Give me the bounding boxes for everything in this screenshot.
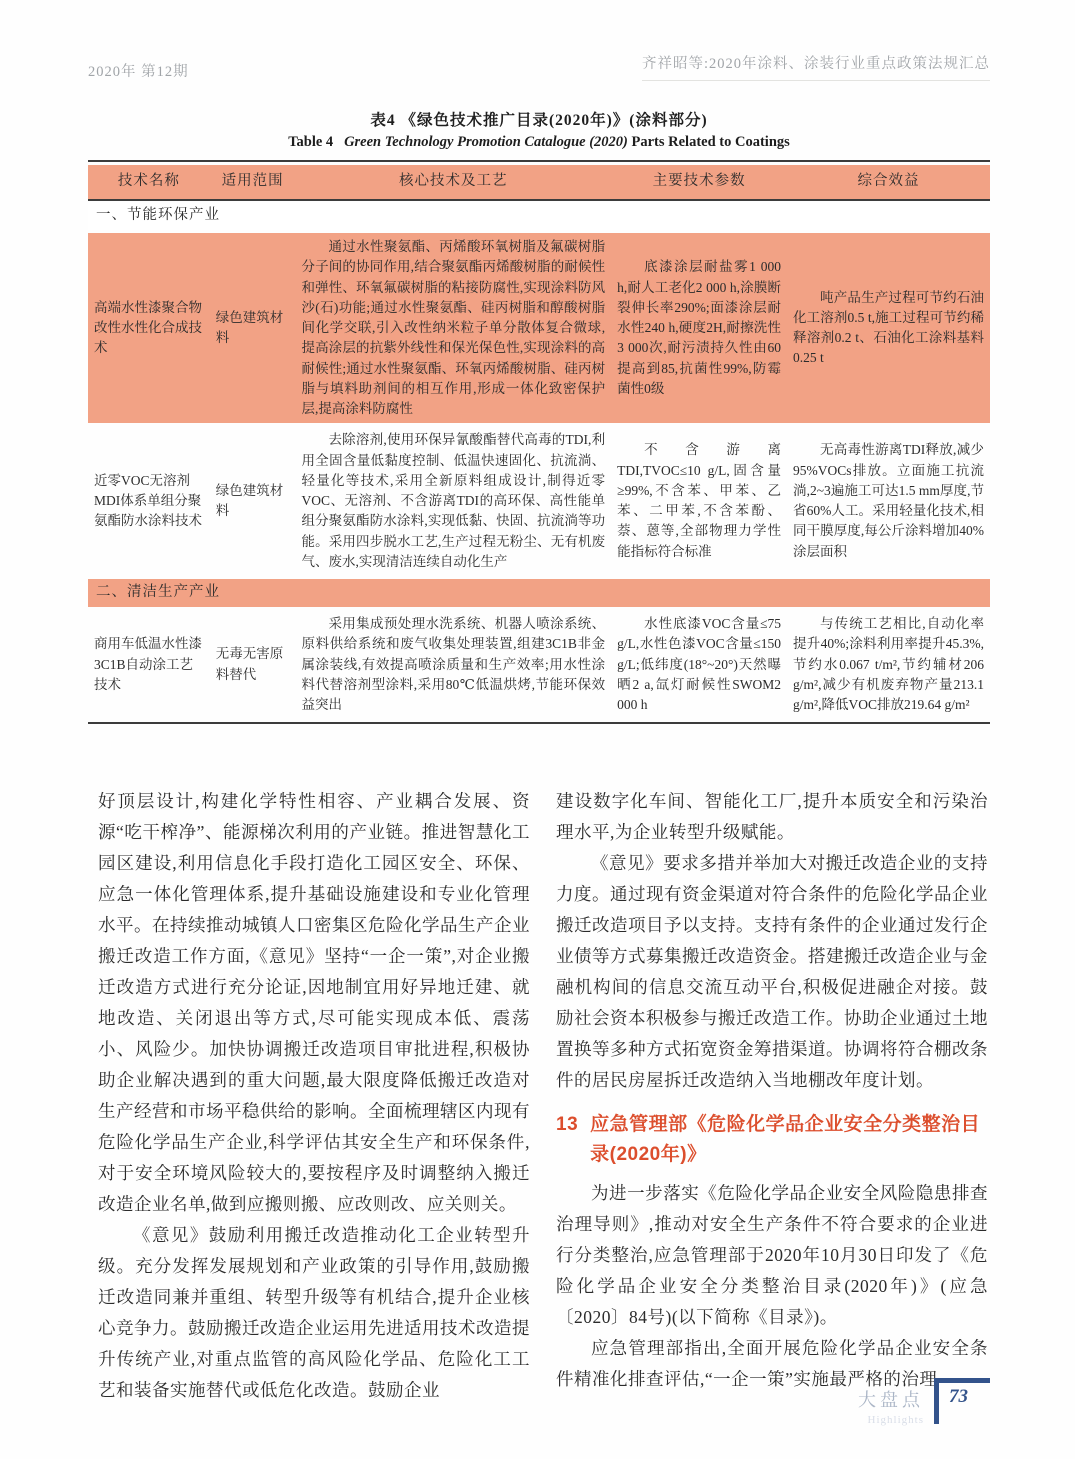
table-title-en-suffix: Parts Related to Coatings: [631, 134, 790, 150]
paragraph: 建设数字化车间、智能化工厂,提升本质安全和污染治理水平,为企业转型升级赋能。: [556, 791, 988, 842]
cell-core-tech: 去除溶剂,使用环保异氰酸酯替代高毒的TDI,利用全固含量低黏度控制、低温快速固化、抗流淌、轻量化等技术,采用全新原料组成设计,制得近零VOC、无溶剂、不含游离TDI的高环保、高性能单组分聚氨酯防水涂料,实现低黏、快固、抗流淌等功能。采用四步脱水工艺,生产过程无粉尘、无有机废气、废水,实现清洁连续自动化生产: [301, 432, 606, 569]
cell-core-tech: 通过水性聚氨酯、丙烯酸环氧树脂及氟碳树脂分子间的协同作用,结合聚氨酯丙烯酸树脂的耐候性和弹性、环氧氟碳树脂的粘接防腐性,实现涂料防风沙(石)功能;通过水性聚氨酯、硅丙树脂和醇酸树脂间化学交联,引入改性纳米粒子单分散体复合微球,提高涂层的抗紫外线性和保光保色性,实现涂料的高耐候性;通过水性聚氨酯、环氧丙烯酸树脂、硅丙树脂与填料助剂间的相互作用,形成一体化致密保护层,提高涂料防腐性: [295, 233, 611, 423]
paragraph: 《意见》鼓励利用搬迁改造推动化工企业转型升级。充分发挥发展规划和产业政策的引导作用,鼓励搬迁改造同兼并重组、转型升级等有机结合,提升企业核心竞争力。鼓励搬迁改造企业运用先进适用技术改造提升传统产业,对重点监管的高风险化学品、危险化工工艺和装备实施替代或低危化改造。鼓励企业: [98, 1225, 530, 1400]
left-column: [98, 786, 530, 1406]
page-number: 73: [949, 1386, 968, 1407]
section-13-title: 应急管理部《危险化学品企业安全分类整治目录(2020年)》: [590, 1114, 981, 1165]
paragraph: 应急管理部指出,全面开展危险化学品企业安全条件精准化排查评估,“一企一策”实施最严格的治理: [556, 1338, 988, 1389]
section-label: 一、节能环保产业: [88, 202, 990, 230]
paragraph: 《意见》要求多措并举加大对搬迁改造企业的支持力度。通过现有资金渠道对符合条件的危险化学品企业搬迁改造项目予以支持。支持有条件的企业通过发行企业债等方式募集搬迁改造资金。搭建搬迁改造企业与金融机构间的信息交流互动平台,积极促进融企对接。鼓励社会资本积极参与搬迁改造工作。协助企业通过土地置换等多种方式拓宽资金筹措渠道。协调将符合棚改条件的居民房屋拆迁改造纳入当地棚改年度计划。: [556, 853, 988, 1090]
running-head: [88, 52, 990, 81]
col-header-tech-name: 技术名称: [88, 165, 210, 199]
section-13-number: 13: [556, 1114, 579, 1135]
cell-scope: 绿色建筑材料: [215, 482, 284, 519]
cell-tech-name: 近零VOC无溶剂MDI体系单组分聚氨酯防水涂料技术: [94, 472, 202, 529]
section-13-heading: [556, 1110, 988, 1170]
page-footer: [760, 1378, 990, 1426]
table-section-1: [88, 202, 990, 230]
cell-benefit: 无高毒性游离TDI释放,减少95%VOCs排放。立面施工抗流淌,2~3遍施工可达1.5 mm厚度,节省60%人工。采用轻量化技术,相同干膜厚度,每公斤涂料增加40%涂层面积: [793, 442, 984, 559]
cell-params: 水性底漆VOC含量≤75 g/L,水性色漆VOC含量≤150 g/L;低纬度(18°~20°)天然曝晒2 a,氙灯耐候性SWOM2 000 h: [617, 616, 782, 712]
table-section-2: [88, 579, 990, 607]
table-header: [88, 165, 990, 199]
table-title-en-italic: Green Technology Promotion Catalogue (2020): [344, 134, 628, 150]
footer-labels: [858, 1378, 924, 1426]
article-running-title: 齐祥昭等:2020年涂料、涂装行业重点政策法规汇总: [642, 52, 990, 81]
table-row: [88, 426, 990, 576]
cell-params: 底漆涂层耐盐雾1 000 h,耐人工老化2 000 h,涂膜断裂伸长率290%;面漆涂层耐水性240 h,硬度2H,耐擦洗性3 000次,耐污渍持久性由60提高到85,抗菌性99%,防霉菌性0级: [611, 233, 787, 423]
cell-params: 不含游离TDI,TVOC≤10 g/L,固含量≥99%,不含苯、甲苯、乙苯、二甲苯,不含苯酚、萘、蒽等,全部物理力学性能指标符合标准: [617, 442, 782, 559]
issue-label: 2020年 第12期: [88, 64, 189, 80]
table-title-en: [88, 134, 990, 151]
col-header-benefit: 综合效益: [787, 165, 990, 199]
green-technology-table: [88, 160, 990, 724]
cell-tech-name: 高端水性漆聚合物改性水性化合成技术: [88, 233, 210, 423]
section-label: 二、清洁生产产业: [88, 579, 990, 607]
right-column: [556, 786, 988, 1406]
paragraph: 好顶层设计,构建化学特性相容、产业耦合发展、资源“吃干榨净”、能源梯次利用的产业链。推进智慧化工园区建设,利用信息化手段打造化工园区安全、环保、应急一体化管理体系,提升基础设施建设和专业化管理水平。在持续推动城镇人口密集区危险化学品生产企业搬迁改造工作方面,《意见》坚持“一企一策”,对企业搬迁改造方式进行充分论证,因地制宜用好异地迁建、就地改造、关闭退出等方式,尽可能实现成本低、震荡小、风险少。加快协调搬迁改造项目审批进程,积极协助企业解决遇到的重大问题,最大限度降低搬迁改造对生产经营和市场平稳供给的影响。全面梳理辖区内现有危险化学品生产企业,科学评估其安全生产和环保条件,对于安全环境风险较大的,要按程序及时调整纳入搬迁改造企业名单,做到应搬则搬、应改则改、应关则关。: [98, 791, 530, 1214]
table-row: [88, 233, 990, 423]
cell-core-tech: 采用集成预处理水洗系统、机器人喷涂系统、原料供给系统和废气收集处理装置,组建3C1B非金属涂装线,有效提高喷涂质量和生产效率;用水性涂料代替溶剂型涂料,采用80℃低温烘烤,节能环保效益突出: [301, 616, 606, 712]
col-header-core-tech: 核心技术及工艺: [295, 165, 611, 199]
table-row: [88, 610, 990, 719]
cell-benefit: 吨产品生产过程可节约石油化工溶剂0.5 t,施工过程可节约稀释溶剂0.2 t、石油化工涂料基料0.25 t: [787, 233, 990, 423]
col-header-params: 主要技术参数: [611, 165, 787, 199]
cell-scope: 无毒无害原料替代: [215, 646, 284, 682]
cell-benefit: 与传统工艺相比,自动化率提升40%;涂料利用率提升45.3%,节约水0.067 t/m²,节约辅材206 g/m²,减少有机废弃物产量213.1 g/m²,降低VOC排放219.64 g/m²: [793, 616, 984, 712]
page-number-badge: [934, 1378, 990, 1424]
table-title-zh: 表4 《绿色技术推广目录(2020年)》(涂料部分): [370, 112, 708, 129]
paragraph: 为进一步落实《危险化学品企业安全风险隐患排查治理导则》,推动对安全生产条件不符合要求的企业进行分类整治,应急管理部于2020年10月30日印发了《危险化学品企业安全分类整治目录(2020年)》(应急〔2020〕84号)(以下简称《目录》)。: [556, 1183, 988, 1327]
table-title-en-prefix: Table 4: [288, 134, 334, 150]
cell-scope: 绿色建筑材料: [210, 233, 296, 423]
cell-tech-name: 商用车低温水性漆3C1B自动涂工艺技术: [94, 636, 202, 692]
footer-section-label-en: Highlights: [867, 1414, 924, 1426]
footer-section-label-zh: 大盘点: [858, 1390, 924, 1410]
col-header-scope: 适用范围: [210, 165, 296, 199]
article-body: [98, 786, 988, 1406]
